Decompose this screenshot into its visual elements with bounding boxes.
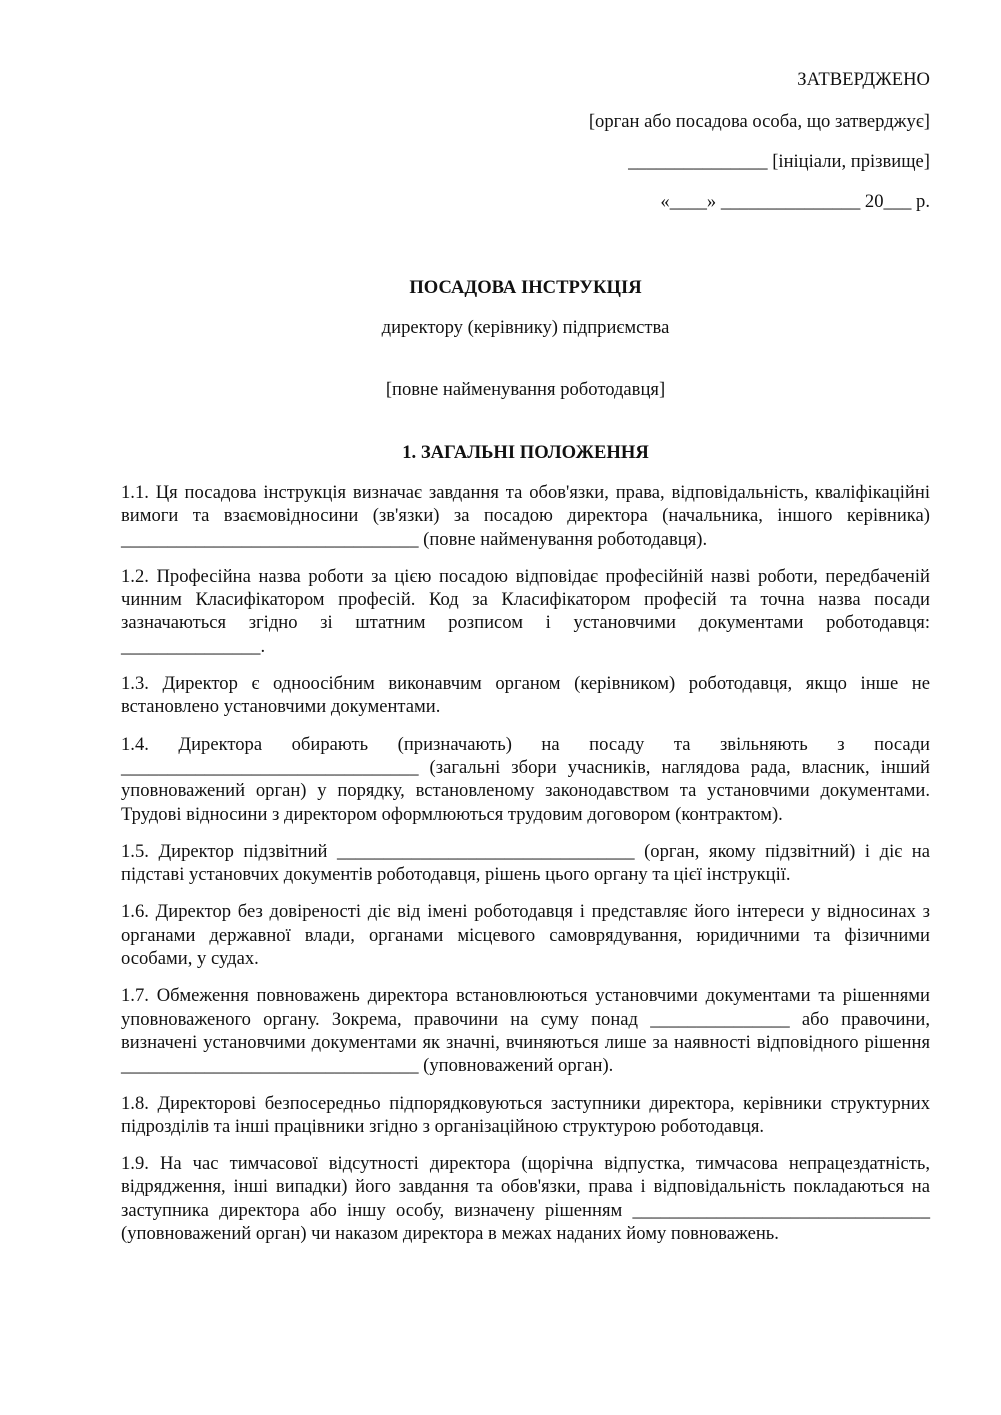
- paragraph-1-5: 1.5. Директор підзвітний ________________________________ (орган, якому підзвітний) і діє на підставі установчих документів роботодавця, рішень цього органу та цієї інструкції.: [121, 840, 930, 886]
- paragraph-1-6: 1.6. Директор без довіреності діє від імені роботодавця і представляє його інтереси у відносинах з органами державної влади, органами місцевого самоврядування, юридичними та фізичними особами, у судах.: [121, 901, 930, 970]
- paragraph-1-3: 1.3. Директор є одноосібним виконавчим органом (керівником) роботодавця, якщо інше не встановлено установчими документами.: [121, 673, 930, 718]
- employer-name-placeholder: [повне найменування роботодавця]: [385, 379, 666, 400]
- paragraph-1-2: 1.2. Професійна назва роботи за цією посадою відповідає професійній назві роботи, передбаченій чинним Класифікатором професій. Код за Класифікатором професій та точна назва посади зазначаються згідно зі штатним розписом і установчими документами роботодавця: _______________.: [121, 565, 930, 657]
- paragraph-1-8: 1.8. Директорові безпосередньо підпорядковуються заступники директора, керівники структурних підрозділів та інші працівники згідно з організаційною структурою роботодавця.: [121, 1092, 930, 1137]
- document-subtitle: директору (керівнику) підприємства: [381, 317, 670, 338]
- section-heading: 1. ЗАГАЛЬНІ ПОЛОЖЕННЯ: [402, 442, 649, 463]
- approving-authority: [орган або посадова особа, що затверджує]: [588, 111, 930, 132]
- paragraph-1-7: 1.7. Обмеження повноважень директора встановлюються установчими документами та рішеннями уповноваженого органу. Зокрема, правочини на суму понад _______________ або правочини, визначені установчими документами як значні, вчиняються лише за наявності відповідного рішення ________________________________ (уповноважений орган).: [121, 985, 930, 1077]
- approval-stamp: ЗАТВЕРДЖЕНО: [797, 69, 930, 90]
- paragraph-1-9: 1.9. На час тимчасової відсутності директора (щорічна відпустка, тимчасова непрацездатність, відрядження, інші випадки) його завдання та обов'язки, права і відповідальність покладаються на заступника директора або іншу особу, визначену рішенням ________________________________ (уповноважений орган) чи наказом директора в межах наданих йому повноважень.: [121, 1153, 930, 1245]
- approval-date-line: «____» _______________ 20___ р.: [660, 191, 930, 212]
- section-body: [121, 481, 930, 1259]
- paragraph-1-4: 1.4. Директора обирають (призначають) на посаду та звільняють з посади ________________________________ (загальні збори учасників, наглядова рада, власник, інший уповноважений орган) у порядку, встановленому законодавством та установчими документами. Трудові відносини з директором оформлюються трудовим договором (контрактом).: [121, 733, 930, 825]
- approver-signature-line: _______________ [ініціали, прізвище]: [628, 151, 930, 172]
- document-title: ПОСАДОВА ІНСТРУКЦІЯ: [409, 277, 642, 298]
- paragraph-1-1: 1.1. Ця посадова інструкція визначає завдання та обов'язки, права, відповідальність, кваліфікаційні вимоги та взаємовідносини (зв'язки) за посадою директора (начальника, іншого керівника) ________________________________ (повне найменування роботодавця).: [121, 482, 930, 550]
